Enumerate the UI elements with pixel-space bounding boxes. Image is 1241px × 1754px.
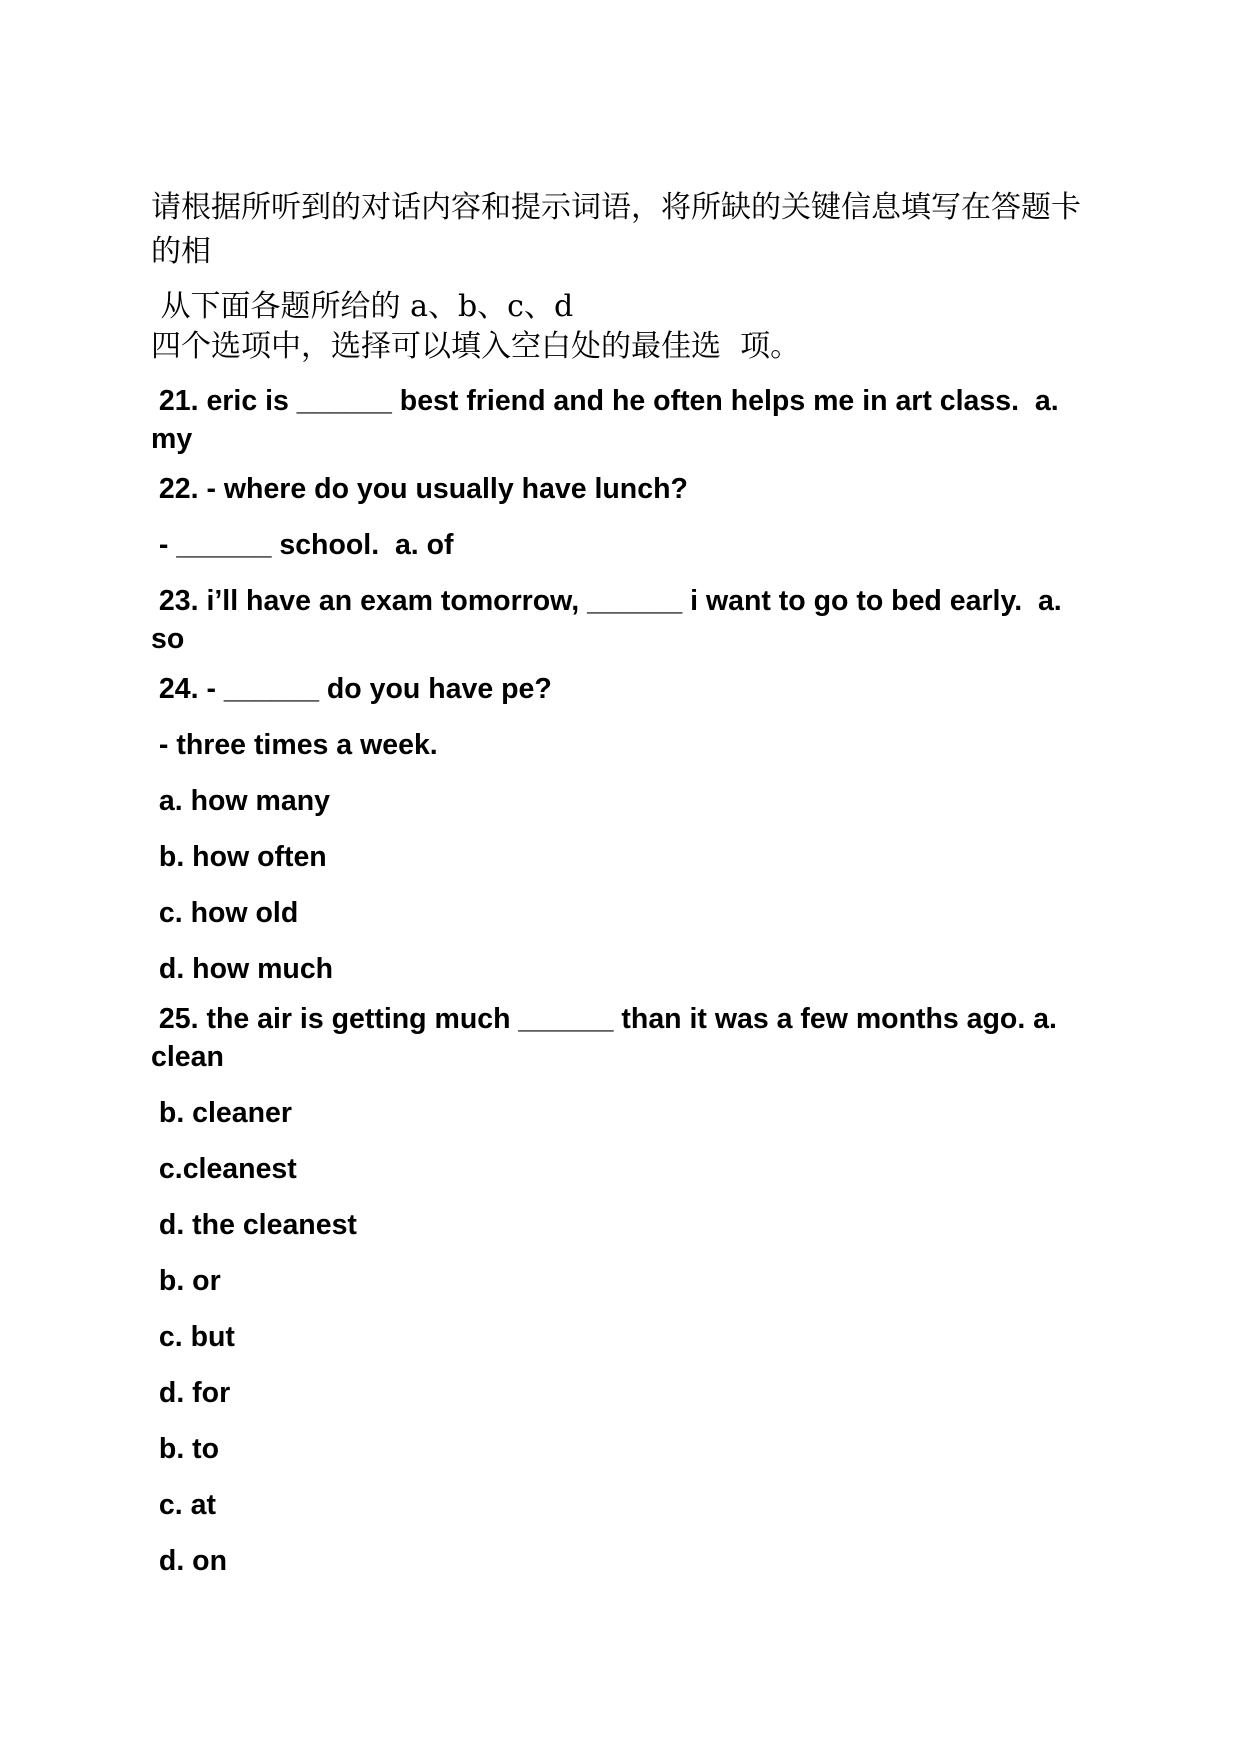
option-line: c. how old [151,897,299,929]
option-line: d. how much [151,953,334,985]
page-content [151,186,1081,1580]
option-line: d. the cleanest [151,1209,357,1241]
option-line: b. to [151,1433,220,1465]
answer-line: - three times a week. [151,729,438,761]
option-line: b. how often [151,841,327,873]
instruction-text-choose: 四个选项中，选择可以填入空白处的最佳选 项。 [151,329,801,364]
option-line: b. cleaner [151,1097,292,1129]
instruction-text: 请根据所听到的对话内容和提示词语，将所缺的关键信息填写在答题卡的相 [151,190,1081,269]
option-line: b. or [151,1265,221,1297]
option-line: c. but [151,1321,235,1353]
question-23: 23. i’ll have an exam tomorrow, ______ i want to go to bed early. a. so [151,585,1070,655]
option-line: c. at [151,1489,216,1521]
question-22: 22. - where do you usually have lunch? [151,473,688,505]
question-21: 21. eric is ______ best friend and he often helps me in art class. a. my [151,385,1067,455]
option-line: d. on [151,1545,227,1577]
question-25: 25. the air is getting much ______ than it was a few months ago. a. clean [151,1003,1065,1073]
question-24: 24. - ______ do you have pe? [151,673,552,705]
option-line: d. for [151,1377,231,1409]
instruction-text-options: 从下面各题所给的 a、b、c、d [151,289,574,324]
option-line: a. how many [151,785,330,817]
option-line: c.cleanest [151,1153,297,1185]
answer-line: - ______ school. a. of [151,529,454,561]
